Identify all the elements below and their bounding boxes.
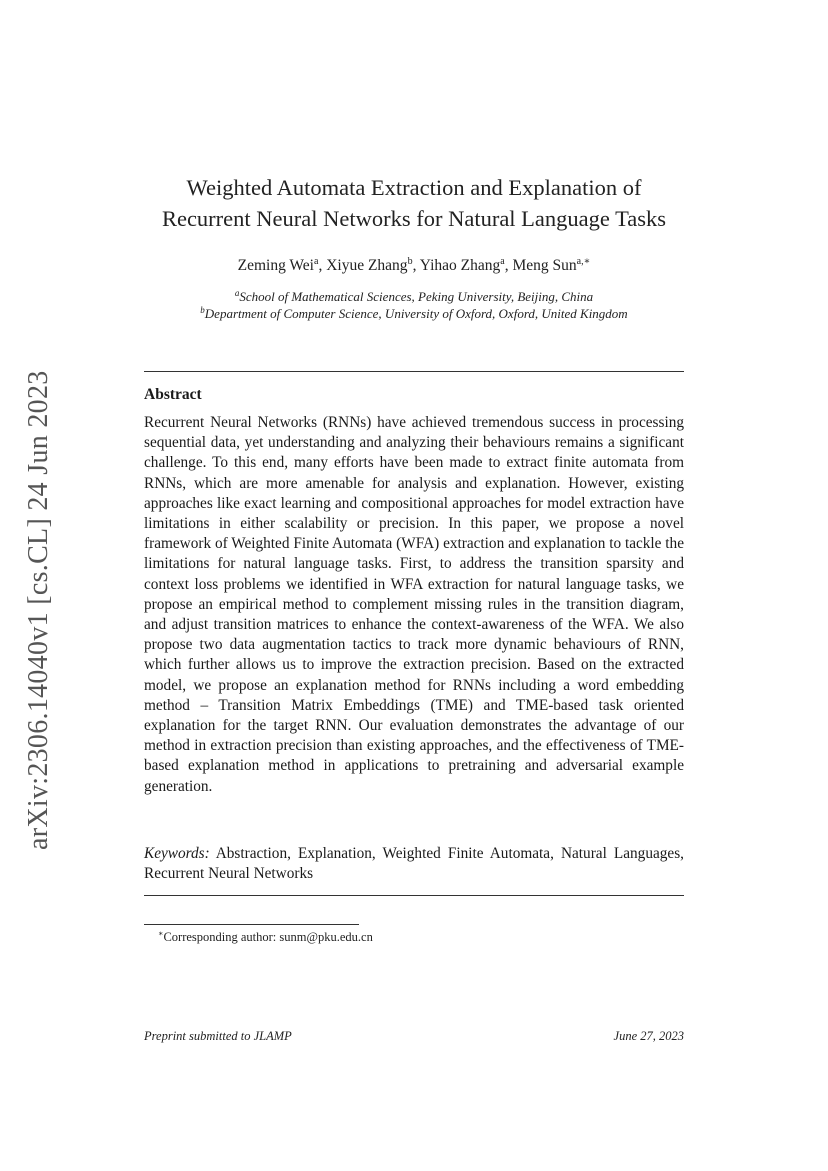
- affiliation-mark: a: [234, 288, 240, 298]
- author-affil-mark: a: [314, 256, 319, 267]
- arxiv-identifier: arXiv:2306.14040v1 [cs.CL] 24 Jun 2023: [23, 370, 54, 850]
- keywords-text: Abstraction, Explanation, Weighted Finite Automata, Natural Languages, Recurrent Neural Networks: [144, 845, 684, 883]
- author-list: Zeming Wei$^a$, Xiyue Zhang$^b$, Yihao Zhang$^a$, Meng Sun$^{a,∗}$: [237, 256, 591, 274]
- affiliation-b: [130, 306, 698, 322]
- paper-title: [130, 172, 698, 234]
- author-name: Xiyue Zhang: [326, 257, 408, 274]
- keywords-label: Keywords:: [144, 845, 210, 862]
- affiliation-a: [130, 289, 698, 305]
- footer-date: June 27, 2023: [613, 1029, 684, 1043]
- author-name: Meng Sun: [512, 257, 577, 274]
- title-line-1: Weighted Automata Extraction and Explanation of: [186, 175, 642, 200]
- abstract-body: Recurrent Neural Networks (RNNs) have achieved tremendous success in processing sequential data, yet understanding and analyzing their behaviours remains a significant challenge. To this end, many efforts have been made to extract finite automata from RNNs, which are more amenable for analysis and explanation. However, existing approaches like exact learning and compositional approaches for model extraction have limitations in either scalability or precision. In this paper, we propose a novel framework of Weighted Finite Automata (WFA) extraction and explanation to tackle the limitations for natural language tasks. First, to address the transition sparsity and context loss problems we identified in WFA extraction for natural language tasks, we propose an empirical method to complement missing rules in the transition diagram, and adjust transition matrices to enhance the context-awareness of the WFA. We also propose two data augmentation tactics to track more dynamic behaviours of RNN, which further allows us to improve the extraction precision. Based on the extracted model, we propose an explanation method for RNNs including a word embedding method – Transition Matrix Embeddings (TME) and TME-based task oriented explanation for the target RNN. Our evaluation demonstrates the advantage of our method in extraction precision than existing approaches, and the effectiveness of TME-based explanation method in applications to pretraining and adversarial example generation.: [144, 414, 684, 795]
- author-name: Zeming Wei: [237, 257, 314, 274]
- footnote-rule: [144, 924, 359, 925]
- footnote: [158, 930, 373, 945]
- affiliation-mark: b: [200, 305, 205, 315]
- keywords-block: [144, 844, 684, 884]
- footer-submission-note: Preprint submitted to JLAMP: [144, 1029, 292, 1043]
- author-affil-mark: b: [407, 256, 413, 267]
- abstract-top-rule: [144, 371, 684, 372]
- footnote-text: Corresponding author: sunm@pku.edu.cn: [163, 930, 373, 944]
- affiliation-text: Department of Computer Science, University of Oxford, Oxford, United Kingdom: [204, 306, 628, 321]
- author-name: Yihao Zhang: [419, 257, 501, 274]
- abstract-bottom-rule: [144, 895, 684, 896]
- affiliation-text: School of Mathematical Sciences, Peking University, Beijing, China: [239, 289, 594, 304]
- author-affil-mark: a,∗: [576, 256, 591, 267]
- title-line-2: Recurrent Neural Networks for Natural Language Tasks: [161, 206, 667, 231]
- footnote-mark: ∗: [158, 929, 164, 938]
- abstract-heading: Abstract: [144, 386, 202, 403]
- author-affil-mark: a: [500, 256, 505, 267]
